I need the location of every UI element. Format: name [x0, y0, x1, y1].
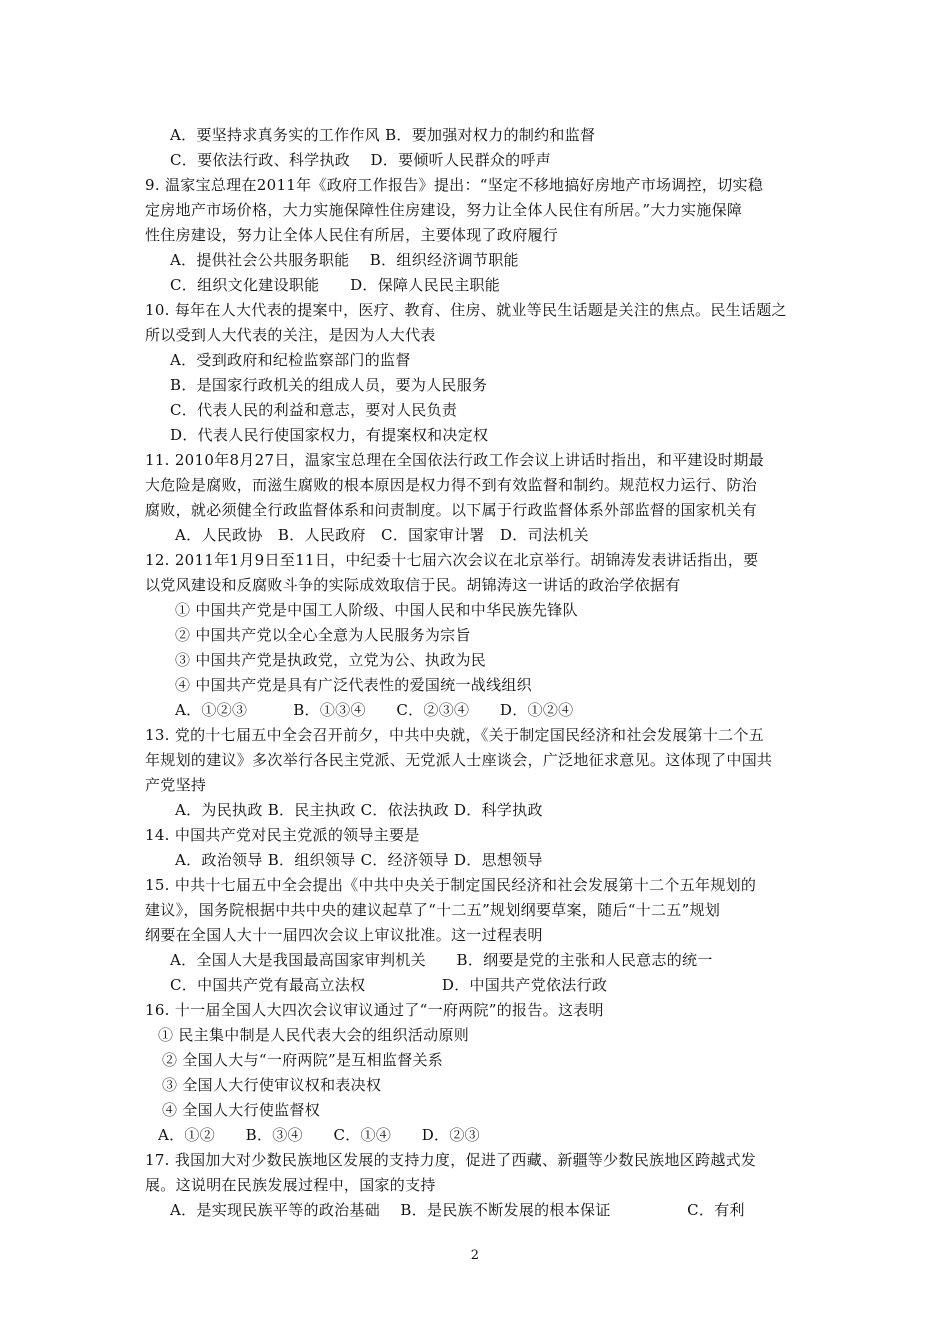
q16-statement-2: ② 全国人大与“一府两院”是互相监督关系: [162, 1051, 444, 1069]
q12-options: A．①②③ B．①③④ C．②③④ D．①②④: [175, 701, 574, 719]
q8-options-cd: C．要依法行政、科学执政 D．要倾听人民群众的呼声: [170, 151, 552, 169]
q15-options-cd: C．中国共产党有最高立法权 D．中国共产党依法行政: [170, 976, 608, 994]
q10-option-b: B．是国家行政机关的组成人员，要为人民服务: [170, 376, 488, 394]
q9-stem-line-1: 9. 温家宝总理在2011年《政府工作报告》提出：“坚定不移地搞好房地产市场调控，切实稳: [145, 176, 764, 194]
q12-stem-line-1: 12. 2011年1月9日至11日，中纪委十七届六次会议在北京举行。胡锦涛发表讲话指出，要: [145, 551, 759, 569]
q10-option-c: C．代表人民的利益和意志，要对人民负责: [170, 401, 458, 419]
q15-stem-line-2: 建议》，国务院根据中共中央的建议起草了“十二五”规划纲要草案，随后“十二五”规划: [145, 901, 721, 919]
q12-statement-3: ③ 中国共产党是执政党，立党为公、执政为民: [175, 651, 487, 669]
q17-stem-line-1: 17. 我国加大对少数民族地区发展的支持力度，促进了西藏、新疆等少数民族地区跨越式发: [145, 1151, 757, 1169]
q11-stem-line-3: 腐败，就必须健全行政监督体系和问责制度。以下属于行政监督体系外部监督的国家机关有: [145, 501, 758, 519]
q16-statement-4: ④ 全国人大行使监督权: [162, 1101, 321, 1119]
q12-statement-4: ④ 中国共产党是具有广泛代表性的爱国统一战线组织: [175, 676, 532, 694]
q12-statement-2: ② 中国共产党以全心全意为人民服务为宗旨: [175, 626, 471, 644]
q11-options: A．人民政协 B．人民政府 C．国家审计署 D．司法机关: [175, 526, 589, 544]
q16-options: A．①② B．③④ C．①④ D．②③: [158, 1126, 480, 1144]
q13-stem-line-3: 产党坚持: [145, 776, 207, 794]
page-number: 2: [470, 1248, 480, 1263]
q10-option-d: D．代表人民行使国家权力，有提案权和决定权: [170, 426, 489, 444]
q17-options: A．是实现民族平等的政治基础 B．是民族不断发展的根本保证 C．有利: [170, 1201, 745, 1219]
q9-stem-line-2: 定房地产市场价格，大力实施保障性住房建设，努力让全体人民住有所居。”大力实施保障: [145, 201, 743, 219]
q13-options: A．为民执政 B．民主执政 C．依法执政 D．科学执政: [175, 801, 543, 819]
q11-stem-line-2: 大危险是腐败，而滋生腐败的根本原因是权力得不到有效监督和制约。规范权力运行、防治: [145, 476, 758, 494]
q16-statement-1: ① 民主集中制是人民代表大会的组织活动原则: [158, 1026, 470, 1044]
q11-stem-line-1: 11. 2010年8月27日，温家宝总理在全国依法行政工作会议上讲话时指出，和平建设时期最: [145, 451, 764, 469]
q12-stem-line-2: 以党风建设和反腐败斗争的实际成效取信于民。胡锦涛这一讲话的政治学依据有: [145, 576, 681, 594]
q9-options-ab: A．提供社会公共服务职能 B．组织经济调节职能: [170, 251, 519, 269]
q10-stem-line-1: 10. 每年在人大代表的提案中，医疗、教育、住房、就业等民生话题是关注的焦点。民生话题之: [145, 301, 787, 319]
q13-stem-line-1: 13. 党的十七届五中全会召开前夕，中共中央就，《关于制定国民经济和社会发展第十二个五: [145, 726, 765, 744]
q10-option-a: A．受到政府和纪检监察部门的监督: [170, 351, 411, 369]
q9-options-cd: C．组织文化建设职能 D．保障人民民主职能: [170, 276, 501, 294]
q13-stem-line-2: 年规划的建议》多次举行各民主党派、无党派人士座谈会，广泛地征求意见。这体现了中国共: [145, 751, 773, 769]
q16-statement-3: ③ 全国人大行使审议权和表决权: [162, 1076, 382, 1094]
q14-options: A．政治领导 B．组织领导 C．经济领导 D．思想领导: [175, 851, 543, 869]
q15-stem-line-3: 纲要在全国人大十一届四次会议上审议批准。这一过程表明: [145, 926, 543, 944]
q8-options-ab: A．要坚持求真务实的工作作风 B．要加强对权力的制约和监督: [170, 126, 596, 144]
q9-stem-line-3: 性住房建设，努力让全体人民住有所居，主要体现了政府履行: [145, 226, 559, 244]
q12-statement-1: ① 中国共产党是中国工人阶级、中国人民和中华民族先锋队: [175, 601, 578, 619]
q10-stem-line-2: 所以受到人大代表的关注，是因为人大代表: [145, 326, 436, 344]
q15-options-ab: A．全国人大是我国最高国家审判机关 B．纲要是党的主张和人民意志的统一: [170, 951, 713, 969]
q16-stem: 16. 十一届全国人大四次会议审议通过了“一府两院”的报告。这表明: [145, 1001, 604, 1019]
q17-stem-line-2: 展。这说明在民族发展过程中，国家的支持: [145, 1176, 436, 1194]
q14-stem: 14. 中国共产党对民主党派的领导主要是: [145, 826, 420, 844]
q15-stem-line-1: 15. 中共十七届五中全会提出《中共中央关于制定国民经济和社会发展第十二个五年规划的: [145, 876, 757, 894]
